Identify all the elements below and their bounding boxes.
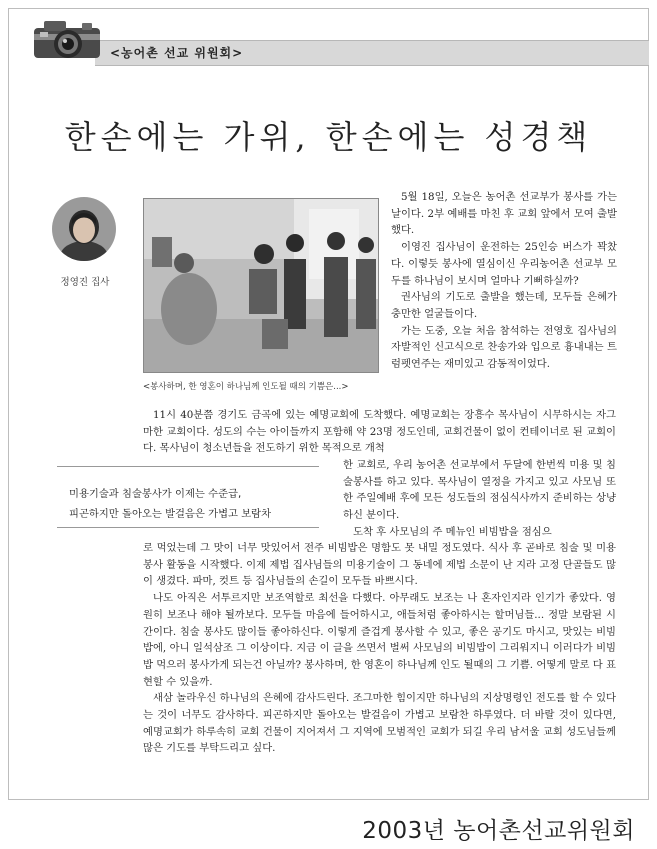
author-caption: 정영진 집사 (60, 277, 110, 288)
camera-icon (28, 12, 108, 64)
body-right-column (391, 189, 617, 373)
paragraph: 도착 후 사모님의 주 메뉴인 비빔밥을 점심으 (353, 525, 552, 538)
paragraph: 로 먹었는데 그 맛이 너무 맛있어서 전주 비빔밥은 명함도 못 내밀 정도였다. 식사 후 곧바로 침술 및 미용봉사 활동을 시작했다. 이제 제법 집사님들의 미용기술이 그 동네에 제법 소문이 난 지라 고정 단골들도 많이 생겼다. 파마, 컷트 등 집사님들의 손길이 모두들 바쁘시다. (143, 542, 616, 588)
body-mid-column (343, 457, 616, 541)
pull-quote-line: 미용기술과 침술봉사가 이제는 수준급, (69, 488, 242, 500)
pull-quote-line: 피곤하지만 돌아오는 발걸음은 가볍고 보람차 (69, 508, 272, 520)
paragraph: 나도 아직은 서투르지만 보조역할로 최선을 다했다. 아무래도 보조는 나 혼자인지라 인기가 좋았다. 영원히 보조나 해야 될까보다. 모두들 마음에 들어하시고, 애들처럼 좋아하시는 할머님들... 정말 보람된 시간이다. 침술 봉사도 많이들 좋아하신다. 이렇게 즐겁게 봉사할 수 있고, 좋은 공기도 마시고, 맛있는 비빔밥에, 아니 일석삼조 그 이상이다. 지금 이 글을 쓰면서 벌써 사모님의 비빔밥이 그리워지니 이러다가 비빔밥 먹으러 봉사가게 되는건 아닐까? 봉사하며, 한 영혼이 하나님께 인도 될때의 그 기쁨. 어떻게 말로 다 표현할 수 있을까. (143, 592, 616, 688)
paragraph: 11시 40분쯤 경기도 금곡에 있는 예명교회에 도착했다. 예명교회는 장흥수 목사님이 시무하시는 자그마한 교회이다. 성도의 수는 아이들까지 포함해 약 23명 정도인데, 교회건물이 없이 컨테이너로 된 교회이다. 목사님이 청소년들을 전도하기 위한 목적으로 개척 (143, 409, 616, 455)
body-wide-block-2 (143, 540, 616, 757)
pull-quote (57, 466, 319, 528)
paragraph: 이영진 집사님이 운전하는 25인승 버스가 꽉찼다. 이렇듯 봉사에 열심이신 우리농어촌 선교부 모두를 하나님이 보시며 얼마나 기뻐하실까? (391, 241, 617, 287)
paragraph: 한 교회로, 우리 농어촌 선교부에서 두달에 한번씩 미용 및 침술봉사를 하고 있다. 목사님이 열정을 가지고 있고 사모님 또한 주일예배 후에 모든 성도들의 점심식사까지 준비하는 상냥하신 분이다. (343, 459, 616, 522)
paragraph: 새삼 놀라우신 하나님의 은혜에 감사드린다. 조그마한 힘이지만 하나님의 지상명령인 전도를 할 수 있다는 것이 너무도 감사하다. 피곤하지만 돌아오는 발걸음이 가볍고 보람찬 하루였다. 더 바랄 것이 있다면, 예명교회가 하루속히 교회 건물이 지어져서 그 지역에 모범적인 교회가 되길 우리 남서울 교회 성도님들께 많은 기도를 부탁드리고 싶다. (143, 692, 616, 755)
body-wide-block-1 (143, 407, 616, 457)
paragraph: 권사님의 기도로 출발을 했는데, 모두들 은혜가 충만한 얼굴들이다. (391, 291, 617, 320)
headline: 한손에는 가위, 한손에는 성경책 (64, 118, 593, 156)
photo-caption: <봉사하며, 한 영혼이 하나님께 인도될 때의 기쁨은...> (143, 382, 349, 392)
article-photo (143, 198, 379, 373)
footer-label: 2003년 농어촌선교위원회 (362, 818, 635, 844)
section-label: <농어촌 선교 위원회> (110, 46, 244, 60)
author-photo (52, 197, 116, 261)
paragraph: 가는 도중, 오늘 처음 참석하는 전영호 집사님의 자발적인 신고식으로 찬송가와 입으로 흉내내는 트럼펫연주는 재미있고 감동적이었다. (391, 324, 617, 371)
paragraph: 5월 18일, 오늘은 농어촌 선교부가 봉사를 가는 날이다. 2부 예배를 마친 후 교회 앞에서 모여 출발했다. (391, 191, 617, 237)
